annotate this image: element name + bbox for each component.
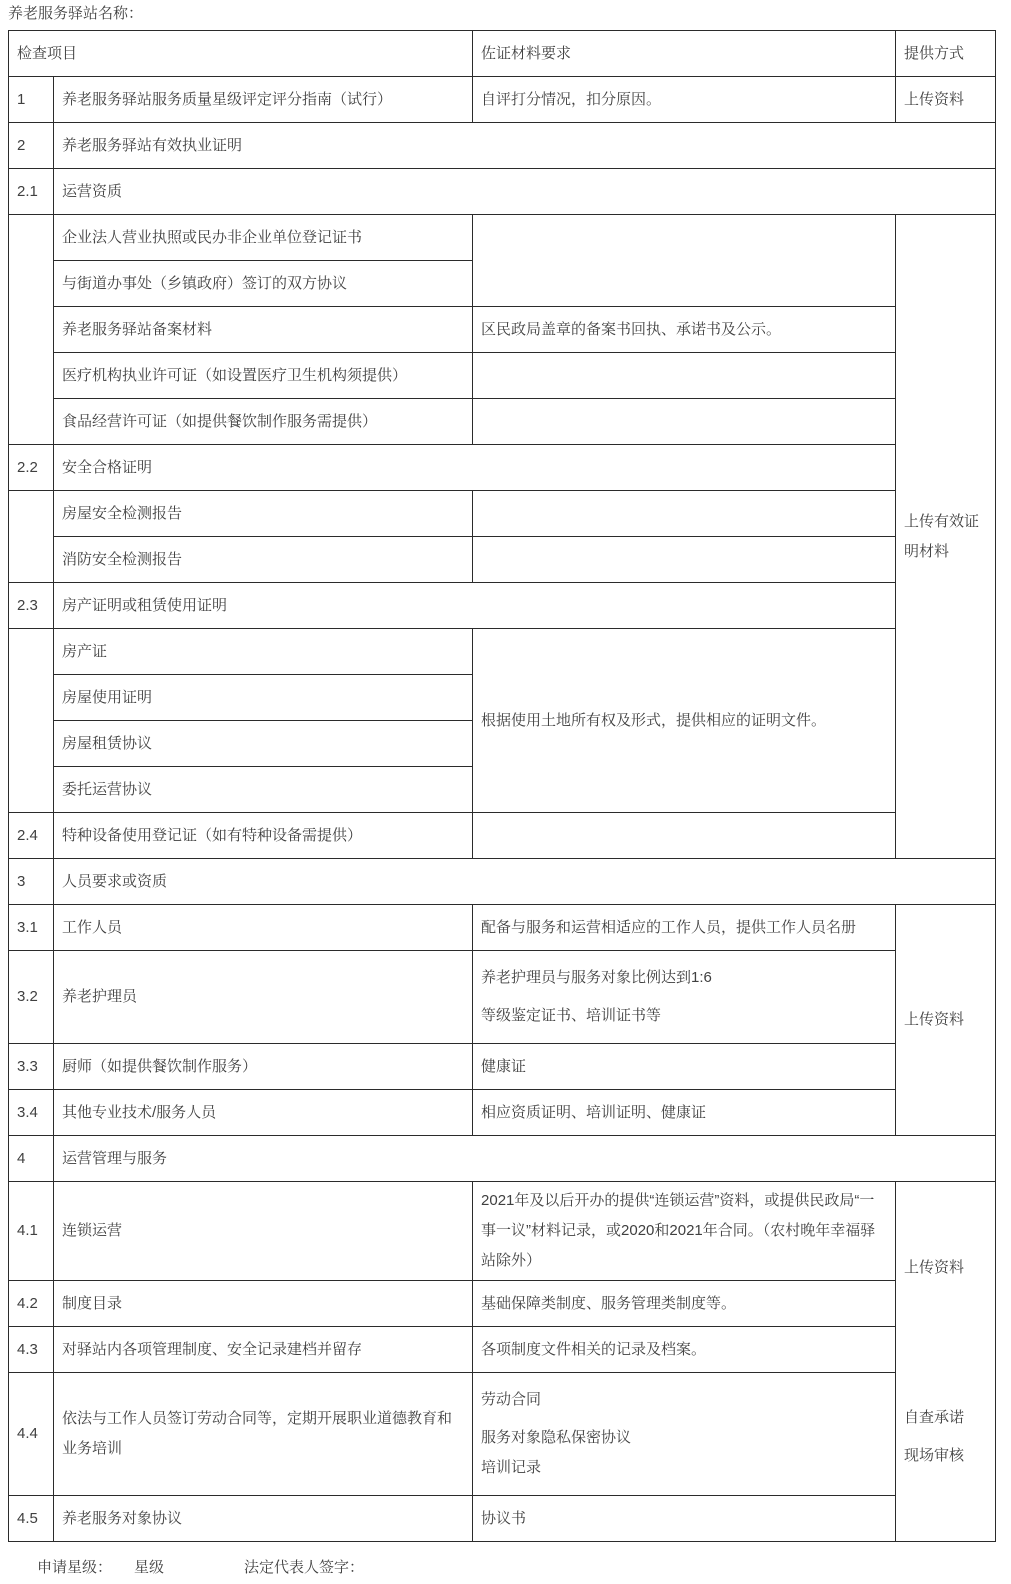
item-cell: 食品经营许可证（如提供餐饮制作服务需提供） — [54, 399, 473, 445]
row-number-cell: 4.1 — [9, 1182, 54, 1281]
section-row — [9, 123, 996, 169]
item-cell: 房屋租赁协议 — [54, 721, 473, 767]
method-cell: 上传资料 — [896, 77, 996, 123]
row-number-cell: 2.1 — [9, 169, 54, 215]
item-cell: 房屋使用证明 — [54, 675, 473, 721]
section-title-cell: 运营管理与服务 — [54, 1136, 996, 1182]
material-line: 劳动合同 — [481, 1391, 542, 1408]
material-cell: 相应资质证明、培训证明、健康证 — [473, 1090, 896, 1136]
row-number-cell: 2.4 — [9, 813, 54, 859]
item-cell: 依法与工作人员签订劳动合同等，定期开展职业道德教育和业务培训 — [54, 1373, 473, 1496]
item-cell: 养老服务驿站备案材料 — [54, 307, 473, 353]
material-cell: 协议书 — [473, 1496, 896, 1542]
section-title-cell: 安全合格证明 — [54, 445, 896, 491]
row-number-cell: 4.3 — [9, 1327, 54, 1373]
row-number-cell: 2.3 — [9, 583, 54, 629]
row-number-cell: 3 — [9, 859, 54, 905]
item-cell: 消防安全检测报告 — [54, 537, 473, 583]
row-number-cell: 3.1 — [9, 905, 54, 951]
header-method-cell: 提供方式 — [896, 31, 996, 77]
material-cell-empty — [473, 399, 896, 445]
material-cell-empty — [473, 491, 896, 537]
item-cell: 养老服务对象协议 — [54, 1496, 473, 1542]
item-cell: 工作人员 — [54, 905, 473, 951]
material-cell: 区民政局盖章的备案书回执、承诺书及公示。 — [473, 307, 896, 353]
section-title-cell: 运营资质 — [54, 169, 996, 215]
material-cell-empty — [473, 353, 896, 399]
table-row — [9, 353, 996, 399]
item-cell: 其他专业技术/服务人员 — [54, 1090, 473, 1136]
row-number-cell: 4.4 — [9, 1373, 54, 1496]
section-row — [9, 859, 996, 905]
legal-representative-sign-label: 法定代表人签字： — [244, 1559, 365, 1576]
table-row — [9, 77, 996, 123]
table-row — [9, 1044, 996, 1090]
table-row — [9, 629, 996, 675]
table-row — [9, 1182, 996, 1281]
row-number-cell: 3.4 — [9, 1090, 54, 1136]
item-cell: 制度目录 — [54, 1281, 473, 1327]
table-row — [9, 813, 996, 859]
section-row — [9, 1136, 996, 1182]
header-row — [9, 31, 996, 77]
material-cell: 健康证 — [473, 1044, 896, 1090]
row-number-cell: 4.2 — [9, 1281, 54, 1327]
star-value: 星级 — [134, 1559, 165, 1576]
table-row — [9, 307, 996, 353]
station-name-label: 养老服务驿站名称： — [8, 5, 144, 22]
item-cell: 房产证 — [54, 629, 473, 675]
item-cell: 企业法人营业执照或民办非企业单位登记证书 — [54, 215, 473, 261]
table-row — [9, 399, 996, 445]
item-cell: 特种设备使用登记证（如有特种设备需提供） — [54, 813, 473, 859]
material-cell: 基础保障类制度、服务管理类制度等。 — [473, 1281, 896, 1327]
material-cell-empty — [473, 537, 896, 583]
material-cell — [473, 1373, 896, 1496]
material-cell: 自评打分情况，扣分原因。 — [473, 77, 896, 123]
section-title-cell: 人员要求或资质 — [54, 859, 996, 905]
item-cell: 对驿站内各项管理制度、安全记录建档并留存 — [54, 1327, 473, 1373]
table-row — [9, 905, 996, 951]
row-number-cell: 3.3 — [9, 1044, 54, 1090]
table-row — [9, 1327, 996, 1373]
row-number-cell: 4 — [9, 1136, 54, 1182]
item-cell: 养老服务驿站服务质量星级评定评分指南（试行） — [54, 77, 473, 123]
section-title-cell: 养老服务驿站有效执业证明 — [54, 123, 996, 169]
checklist-table — [8, 30, 996, 1542]
item-cell: 厨师（如提供餐饮制作服务） — [54, 1044, 473, 1090]
method-line: 自查承诺 — [904, 1408, 965, 1426]
item-cell: 养老护理员 — [54, 951, 473, 1044]
method-cell: 上传资料 — [896, 905, 996, 1136]
table-row — [9, 1281, 996, 1327]
section-title-cell: 房产证明或租赁使用证明 — [54, 583, 896, 629]
material-cell-empty — [473, 215, 896, 307]
row-number-cell: 2.2 — [9, 445, 54, 491]
table-row — [9, 1373, 996, 1496]
material-cell — [473, 951, 896, 1044]
method-line: 上传资料 — [904, 1258, 965, 1276]
material-cell-empty — [473, 813, 896, 859]
item-cell: 医疗机构执业许可证（如设置医疗卫生机构须提供） — [54, 353, 473, 399]
item-cell: 与街道办事处（乡镇政府）签订的双方协议 — [54, 261, 473, 307]
material-cell: 2021年及以后开办的提供“连锁运营”资料，或提供民政局“一事一议”材料记录，或2020和2021年合同。（农村晚年幸福驿站除外） — [473, 1182, 896, 1281]
material-cell: 各项制度文件相关的记录及档案。 — [473, 1327, 896, 1373]
section-row — [9, 583, 996, 629]
material-cell: 配备与服务和运营相适应的工作人员，提供工作人员名册 — [473, 905, 896, 951]
apply-star-label: 申请星级： — [37, 1559, 113, 1576]
header-item-cell: 检查项目 — [9, 31, 473, 77]
table-row — [9, 951, 996, 1044]
row-number-cell-empty — [9, 491, 54, 583]
section-row — [9, 169, 996, 215]
table-row — [9, 1090, 996, 1136]
material-cell: 根据使用土地所有权及形式，提供相应的证明文件。 — [473, 629, 896, 813]
footer — [37, 1558, 1011, 1578]
item-cell: 房屋安全检测报告 — [54, 491, 473, 537]
table-row — [9, 491, 996, 537]
table-row — [9, 1496, 996, 1542]
item-cell: 连锁运营 — [54, 1182, 473, 1281]
material-line-group — [481, 1423, 887, 1483]
material-line: 培训记录 — [481, 1459, 542, 1476]
table-row — [9, 537, 996, 583]
material-line: 等级鉴定证书、培训证书等 — [481, 1007, 662, 1024]
section-row — [9, 445, 996, 491]
item-cell: 委托运营协议 — [54, 767, 473, 813]
method-line: 现场审核 — [904, 1446, 965, 1464]
row-number-cell: 2 — [9, 123, 54, 169]
method-cell: 上传有效证明材料 — [896, 215, 996, 859]
table-row — [9, 215, 996, 261]
header-material-cell: 佐证材料要求 — [473, 31, 896, 77]
material-line: 服务对象隐私保密协议 — [481, 1429, 632, 1446]
material-line: 养老护理员与服务对象比例达到1:6 — [481, 969, 712, 986]
row-number-cell-empty — [9, 629, 54, 813]
row-number-cell: 3.2 — [9, 951, 54, 1044]
row-number-cell: 1 — [9, 77, 54, 123]
row-number-cell-empty — [9, 215, 54, 445]
row-number-cell: 4.5 — [9, 1496, 54, 1542]
method-cell — [896, 1182, 996, 1542]
